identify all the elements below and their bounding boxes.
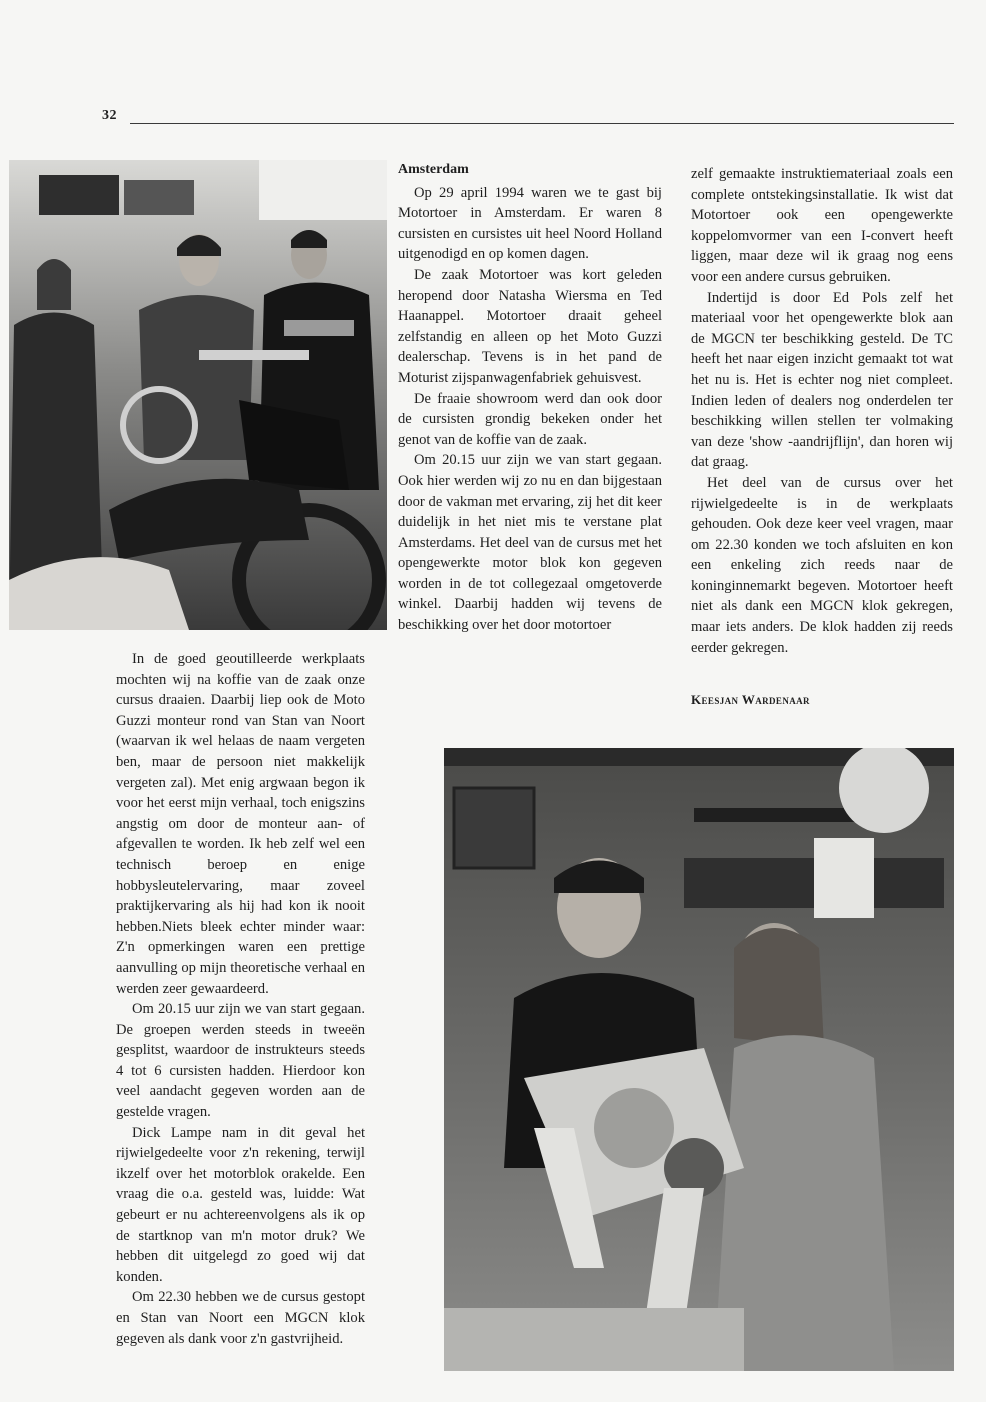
author-byline: Keesjan Wardenaar	[691, 692, 810, 707]
engine-photo-image	[444, 748, 954, 1371]
workshop-photo-image	[9, 160, 387, 630]
paragraph: Om 20.15 uur zijn we van start gegaan. De groepen werden steeds in tweeën gesplitst, waardoor de instrukteurs steeds 4 tot 6 cursisten hadden. Hierdoor kon veel aandacht gegeven worden aan de gestelde vragen.	[116, 1001, 365, 1121]
header-rule	[130, 123, 954, 124]
paragraph: De fraaie showroom werd dan ook door de cursisten grondig bekeken onder het genot van de koffie van de zaak.	[398, 390, 662, 448]
engine-photo	[444, 748, 954, 1371]
article-middle-column	[398, 160, 662, 636]
paragraph: Op 29 april 1994 waren we te gast bij Motortoer in Amsterdam. Er waren 8 cursisten en cursistes uit heel Noord Holland uitgenodigd en op komen dagen.	[398, 184, 662, 263]
paragraph: Dick Lampe nam in dit geval het rijwielgedeelte voor z'n rekening, terwijl ikzelf over het motorblok orakelde. Een vraag die o.a. gesteld was, luidde: Wat gebeurt er nu achtereenvolgens als ik op de startknop van m'n motor druk? We hebben dit uitgelegd zo goed wij dat konden.	[116, 1124, 365, 1285]
workshop-photo	[9, 160, 387, 630]
article-left-column	[116, 649, 365, 1349]
section-heading: Amsterdam	[398, 162, 469, 177]
paragraph: De zaak Motortoer was kort geleden heropend door Natasha Wiersma en Ted Haanappel. Motortoer draait geheel zelfstandig en alleen op het Moto Guzzi dealerschap. Tevens is in het pand de Moturist zijspanwagenfabriek gehuisvest.	[398, 266, 662, 386]
paragraph: Om 22.30 hebben we de cursus gestopt en Stan van Noort een MGCN klok gegeven als dank voor z'n gastvrijheid.	[116, 1289, 365, 1347]
paragraph: In de goed geoutilleerde werkplaats mochten wij na koffie van de zaak onze cursus draaien. Daarbij liep ook de Moto Guzzi monteur rond van Stan van Noort (waarvan ik wel helaas de naam vergeten ben, maar de persoon niet makkelijk vergeten zal). Met enig argwaan begon ik voor het eerst mijn verhaal, toch enigszins angstig om door de monteur aan- of afgevallen te worden. Ik heb zelf wel een technisch beroep en enige hobbysleutelervaring, maar zoveel praktijkervaring als hij had kon ik nooit hebben.Niets bleek echter minder waar: Z'n opmerkingen waren een prettige aanvulling op mijn theoretische verhaal en werden zeer gewaardeerd.	[116, 651, 365, 997]
page-number: 32	[102, 108, 117, 123]
paragraph: Om 20.15 uur zijn we van start gegaan. Ook hier werden wij zo nu en dan bijgestaan door de vakman met ervaring, zij het dit keer duidelijk in het niet mis te verstane plat Amsterdams. Het deel van de cursus met het opengewerkte motor blok kon gegeven worden in de tot collegezaal omgetoverde winkel. Daarbij hadden wij tevens de beschikking over het door motortoer	[398, 452, 662, 634]
paragraph: Indertijd is door Ed Pols zelf het materiaal voor het opengewerkte blok aan de MGCN ter beschikking gesteld. De TC heeft het naar eigen inzicht gemaakt tot wat het nu is. Het is echter nog niet compleet. Indien leden of dealers nog onderdelen ter beschikking willen stellen ter volmaking van deze 'show -aandrijflijn', dan horen wij dat graag.	[691, 289, 953, 471]
paragraph: zelf gemaakte instruktiemateriaal zoals een complete ontstekingsinstallatie. Ik wist dat Motortoer ook een opengewerkte koppelomvormer van een I-convert heeft liggen, maar deze wil ik graag nog eens voor een andere cursus gebruiken.	[691, 166, 953, 285]
paragraph: Het deel van de cursus over het rijwielgedeelte is in de werkplaats gehouden. Ook deze keer veel vragen, maar om 22.30 konden we toch afsluiten en kon een enkeling zich reeds naar de koninginnemarkt begeven. Motortoer heeft niet als dank een MGCN klok gekregen, maar iets anders. De klok hadden zij reeds eerder gekregen.	[691, 474, 953, 656]
article-right-column	[691, 164, 953, 658]
